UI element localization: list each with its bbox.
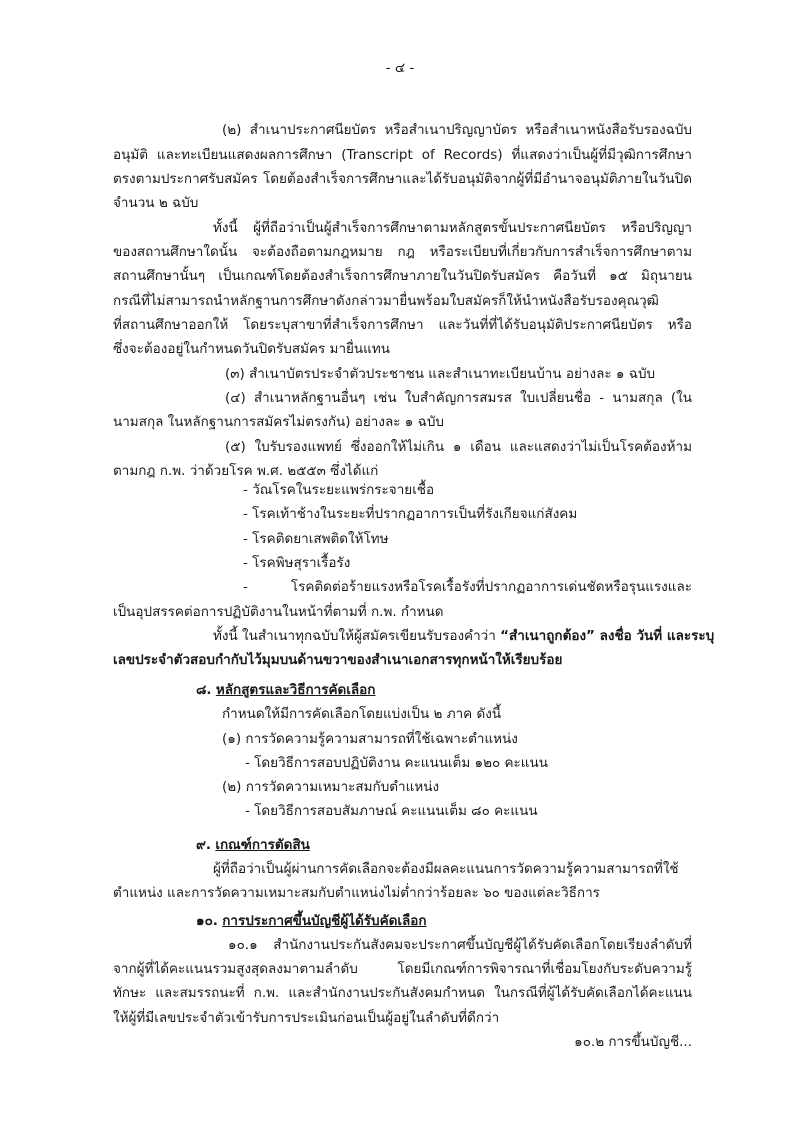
section-title: การประกาศขึ้นบัญชีผู้ได้รับคัดเลือก xyxy=(222,913,427,929)
item2-line: จำนวน ๒ ฉบับ xyxy=(113,195,199,211)
section-number: ๘. xyxy=(196,682,212,698)
certify-line xyxy=(213,626,714,646)
item4-line: นามสกุล ในหลักฐานการสมัครไม่ตรงกัน) อย่างละ ๑ ฉบับ xyxy=(113,414,444,430)
note-line: ทั้งนี้ ผู้ที่ถือว่าเป็นผู้สำเร็จการศึกษาตามหลักสูตรขั้นประกาศนียบัตร หรือปริญญา xyxy=(213,220,692,236)
certify-emphasis: “สำเนาถูกต้อง” ลงชื่อ วันที่ และระบุ xyxy=(500,628,715,644)
section-title: เกณฑ์การตัดสิน xyxy=(215,837,310,853)
item2-line: (๒) สำเนาประกาศนียบัตร หรือสำเนาปริญญาบัตร หรือสำเนาหนังสือรับรองฉบับ xyxy=(222,122,692,138)
note-line: ซึ่งจะต้องอยู่ในกำหนดวันปิดรับสมัคร มายื่นแทน xyxy=(113,341,390,357)
disease-item: - วัณโรคในระยะแพร่กระจายเชื้อ xyxy=(243,482,435,498)
section10-line: ทักษะ และสมรรถนะที่ ก.พ. และสำนักงานประกันสังคมกำหนด ในกรณีที่ผู้ได้รับคัดเลือกได้คะแนน xyxy=(113,985,692,1001)
item2-line: อนุมัติ และทะเบียนแสดงผลการศึกษา (Transcript of Records) ที่แสดงว่าเป็นผู้ที่มีวุฒิการศึกษา xyxy=(113,147,692,163)
note-line: ที่สถานศึกษาออกให้ โดยระบุสาขาที่สำเร็จการศึกษา และวันที่ที่ได้รับอนุมัติประกาศนียบัตร หรือ xyxy=(113,317,692,333)
note-line: กรณีที่ไม่สามารถนำหลักฐานการศึกษาดังกล่าวมายื่นพร้อมใบสมัครก็ให้นำหนังสือรับรองคุณวุฒิ xyxy=(113,293,659,309)
section-title: หลักสูตรและวิธีการคัดเลือก xyxy=(215,682,376,698)
section8-intro: กำหนดให้มีการคัดเลือกโดยแบ่งเป็น ๒ ภาค ดังนี้ xyxy=(222,706,502,722)
note-line: สถานศึกษานั้นๆ เป็นเกณฑ์โดยต้องสำเร็จการศึกษาภายในวันปิดรับสมัคร คือวันที่ ๑๕ มิถุนายน xyxy=(113,268,692,284)
item2-line: ตรงตามประกาศรับสมัคร โดยต้องสำเร็จการศึกษาและได้รับอนุมัติจากผู้ที่มีอำนาจอนุมัติภายในวันปิด xyxy=(113,171,692,187)
disease-cont: เป็นอุปสรรคต่อการปฏิบัติงานในหน้าที่ตามที่ ก.พ. กำหนด xyxy=(113,604,444,620)
page-number: - ๔ - xyxy=(385,60,415,76)
section9-heading xyxy=(196,835,310,855)
section8-part1: (๑) การวัดความรู้ความสามารถที่ใช้เฉพาะตำแหน่ง xyxy=(222,731,518,747)
item5-line: ตามกฎ ก.พ. ว่าด้วยโรค พ.ศ. ๒๕๕๓ ซึ่งได้แก่ xyxy=(113,463,379,479)
section10-line: จากผู้ที่ได้คะแนนรวมสูงสุดลงมาตามลำดับ โดยมีเกณฑ์การพิจารณาที่เชื่อมโยงกับระดับความรู้ xyxy=(113,961,692,977)
disease-item: - โรคเท้าช้างในระยะที่ปรากฏอาการเป็นที่รังเกียจแก่สังคม xyxy=(243,506,578,522)
certify-text: ทั้งนี้ ในสำเนาทุกฉบับให้ผู้สมัครเขียนรับรองคำว่า xyxy=(213,628,501,644)
continued-marker: ๑๐.๒ การขึ้นบัญชี... xyxy=(574,1034,692,1050)
section8-heading xyxy=(196,680,375,700)
disease-item: - โรคติดยาเสพติดให้โทษ xyxy=(243,531,389,547)
section9-line: ผู้ที่ถือว่าเป็นผู้ผ่านการคัดเลือกจะต้องมีผลคะแนนการวัดความรู้ความสามารถที่ใช้ xyxy=(213,861,679,877)
disease-item: - โรคติดต่อร้ายแรงหรือโรคเรื้อรังที่ปรากฏอาการเด่นชัดหรือรุนแรงและ xyxy=(243,579,692,595)
disease-item: - โรคพิษสุราเรื้อรัง xyxy=(243,555,351,571)
section10-heading xyxy=(196,911,427,931)
section-number: ๙. xyxy=(196,837,212,853)
section8-part2-method: - โดยวิธีการสอบสัมภาษณ์ คะแนนเต็ม ๘๐ คะแนน xyxy=(245,803,538,819)
note-line: ของสถานศึกษาใดนั้น จะต้องถือตามกฎหมาย กฎ หรือระเบียบที่เกี่ยวกับการสำเร็จการศึกษาตาม xyxy=(113,244,692,260)
item5-line: (๕) ใบรับรองแพทย์ ซึ่งออกให้ไม่เกิน ๑ เดือน และแสดงว่าไม่เป็นโรคต้องห้าม xyxy=(225,439,692,455)
section8-part1-method: - โดยวิธีการสอบปฏิบัติงาน คะแนนเต็ม ๑๒๐ คะแนน xyxy=(245,755,548,771)
item4-line: (๔) สำเนาหลักฐานอื่นๆ เช่น ใบสำคัญการสมรส ใบเปลี่ยนชื่อ - นามสกุล (ใน xyxy=(225,390,692,406)
section8-part2: (๒) การวัดความเหมาะสมกับตำแหน่ง xyxy=(222,779,440,795)
section9-line: ตำแหน่ง และการวัดความเหมาะสมกับตำแหน่งไม่ต่ำกว่าร้อยละ ๖๐ ของแต่ละวิธีการ xyxy=(113,885,600,901)
section10-line: ให้ผู้ที่มีเลขประจำตัวเข้ารับการประเมินก่อนเป็นผู้อยู่ในลำดับที่ดีกว่า xyxy=(113,1010,500,1026)
item3: (๓) สำเนาบัตรประจำตัวประชาชน และสำเนาทะเบียนบ้าน อย่างละ ๑ ฉบับ xyxy=(225,366,656,382)
certify-line-2: เลขประจำตัวสอบกำกับไว้มุมบนด้านขวาของสำเนาเอกสารทุกหน้าให้เรียบร้อย xyxy=(113,652,563,668)
section10-line: ๑๐.๑ สำนักงานประกันสังคมจะประกาศขึ้นบัญชีผู้ได้รับคัดเลือกโดยเรียงลำดับที่ xyxy=(228,937,692,953)
section-number: ๑๐. xyxy=(196,913,218,929)
